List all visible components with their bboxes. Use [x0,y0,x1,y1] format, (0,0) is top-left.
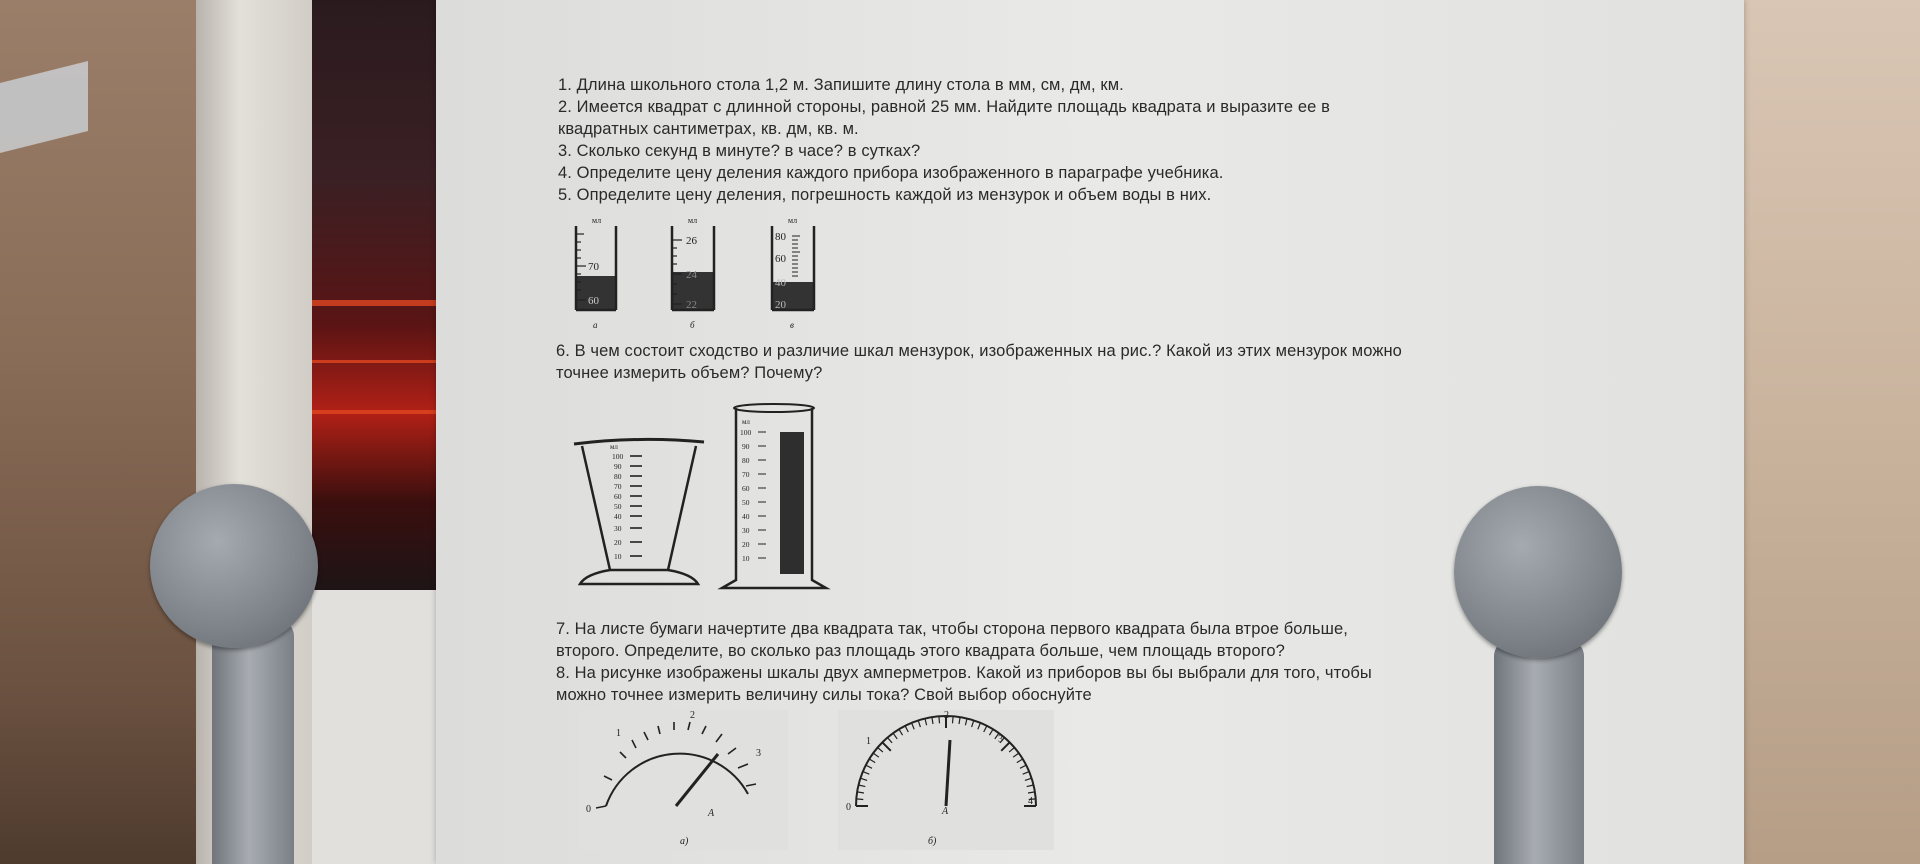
ammeter-b-tick [939,716,940,723]
beaker-cylindrical-mark: 100 [740,428,752,437]
cylinder-a-unit: мл [592,216,602,225]
beaker-cylindrical-mark: 10 [742,554,750,563]
cylinder-a-caption: а [593,320,598,330]
beaker-conical-mark: 100 [612,452,624,461]
beaker-conical-mark: 70 [614,482,622,491]
cylinder-v-caption: в [790,320,794,330]
ammeter-b-tick [972,720,974,727]
book-page [312,590,440,864]
ammeter-b-tick [873,753,879,757]
ammeter-b-label: 3 [998,734,1003,745]
cylinder-b [664,214,734,334]
cylinder-v [764,214,834,334]
cylinder-b-mark: 26 [686,235,697,247]
ammeter-b-tick [859,785,866,787]
ammeter-b-tick [893,733,897,739]
beaker-cylindrical-mark: 80 [742,456,750,465]
ammeter-b-tick [989,729,993,735]
beaker-conical [572,436,706,588]
stand-post-left [212,620,294,864]
beaker-conical-unit: мл [610,443,618,451]
ammeter-b-label: 0 [846,802,851,813]
ammeter-b-tick [1017,759,1023,763]
beaker-cylindrical-mark: 30 [742,526,750,535]
ammeter-a-unit: А [708,808,715,819]
cylinder-v-unit: мл [788,216,798,225]
question-5: 5. Определите цену деления, погрешность каждой из мензурок и объем воды в них. [558,186,1212,204]
cylinder-b-mark: 24 [686,269,697,281]
book-stripe [312,410,440,414]
cylinder-a [566,214,636,334]
question-3: 3. Сколько секунд в минуте? в часе? в сутках? [558,142,921,160]
question-6: 6. В чем состоит сходство и различие шкал мензурок, изображенных на рис.? Какой из этих мензурок можно [556,342,1402,360]
ammeter-b-tick [888,738,893,743]
ammeter-b-tick [1027,785,1034,787]
question-6-cont: точнее измерить объем? Почему? [556,364,823,382]
beaker-cylindrical-mark: 20 [742,540,750,549]
ammeter-a [578,710,788,850]
question-8: 8. На рисунке изображены шкалы двух амперметров. Какой из приборов вы бы выбрали для того, чтобы [556,664,1372,682]
background-desk-right [1740,0,1920,864]
ammeter-a-label: 0 [586,804,591,815]
ammeter-b-tick [857,792,864,793]
question-4: 4. Определите цену деления каждого прибора изображенного в параграфе учебника. [558,164,1224,182]
ammeter-b-tick [1028,792,1035,793]
ammeter-b-tick [1009,748,1014,753]
ammeter-b-tick [1023,772,1029,775]
ammeter-b-unit: А [942,806,949,817]
ammeter-b-tick [899,729,903,735]
question-7: 7. На листе бумаги начертите два квадрата так, чтобы сторона первого квадрата была втрое больше, [556,620,1348,638]
book-cover [312,0,440,590]
book-stripe [312,360,440,363]
ammeter-b [838,710,1054,850]
question-8-cont: можно точнее измерить величину силы тока? Свой выбор обоснуйте [556,686,1092,704]
beaker-conical-mark: 40 [614,512,622,521]
ammeter-b-label: 1 [866,736,871,747]
beaker-conical-mark: 20 [614,538,622,547]
beaker-cylindrical-unit: мл [742,418,750,426]
ammeter-a-caption: а) [680,836,689,847]
ammeter-b-tick [1025,778,1032,780]
beaker-cylindrical-mark: 60 [742,484,750,493]
question-2: 2. Имеется квадрат с длинной стороны, равной 25 мм. Найдите площадь квадрата и выразите ее в [558,98,1330,116]
beaker-cylindrical [714,402,834,596]
ammeter-b-tick [965,719,967,726]
cylinder-b-caption: б [690,320,695,330]
beaker-conical-mark: 30 [614,524,622,533]
cylinder-v-mark: 60 [775,253,786,265]
cylinder-a-mark: 70 [588,261,599,273]
book-stripe [312,300,440,306]
ammeter-b-label: 2 [944,710,949,721]
ammeter-a-label: 2 [690,710,695,721]
beaker-conical-mark: 90 [614,462,622,471]
question-7-cont: второго. Определите, во сколько раз площадь этого квадрата больше, чем площадь второго? [556,642,1285,660]
ammeter-a-label: 1 [616,728,621,739]
ammeter-b-tick [882,742,890,750]
beaker-cylindrical-mark: 70 [742,470,750,479]
beaker-conical-mark: 60 [614,492,622,501]
ammeter-b-tick [918,720,920,727]
ammeter-b-tick [953,716,954,723]
ammeter-b-tick [863,772,869,775]
cylinder-v-mark: 40 [775,277,786,289]
ammeter-b-tick [1020,765,1026,768]
ammeter-b-tick [878,748,883,753]
ammeter-b-tick [1013,753,1019,757]
ammeter-b-tick [984,726,987,732]
cylinder-a-mark: 60 [588,295,599,307]
ammeter-b-tick [869,759,875,763]
ammeter-b-caption: б) [928,836,937,847]
ammeter-b-tick [925,719,927,726]
cylinder-v-mark: 20 [775,299,786,311]
beaker-conical-mark: 80 [614,472,622,481]
beaker-cylindrical-mark: 90 [742,442,750,451]
ammeter-b-tick [912,723,915,729]
stand-disc-left [150,484,318,648]
ammeter-b-tick [905,726,908,732]
ammeter-b-tick [959,717,960,724]
ammeter-a-label: 3 [756,748,761,759]
stand-disc-right [1454,486,1622,658]
ammeter-b-tick [866,765,872,768]
cylinder-v-mark: 80 [775,231,786,243]
ammeter-b-label: 4 [1028,796,1033,807]
beaker-conical-mark: 50 [614,502,622,511]
stand-post-right [1494,640,1584,864]
ammeter-b-tick [860,778,867,780]
cylinder-b-mark: 22 [686,299,697,311]
beaker-conical-mark: 10 [614,552,622,561]
cylinder-b-unit: мл [688,216,698,225]
beaker-cylindrical-mark: 40 [742,512,750,521]
ammeter-b-tick [978,723,981,729]
question-1: 1. Длина школьного стола 1,2 м. Запишите длину стола в мм, см, дм, км. [558,76,1124,94]
question-2-cont: квадратных сантиметрах, кв. дм, кв. м. [558,120,859,138]
beaker-cylindrical-mark: 50 [742,498,750,507]
ammeter-b-tick [932,717,933,724]
ammeter-b-tick [856,799,863,800]
